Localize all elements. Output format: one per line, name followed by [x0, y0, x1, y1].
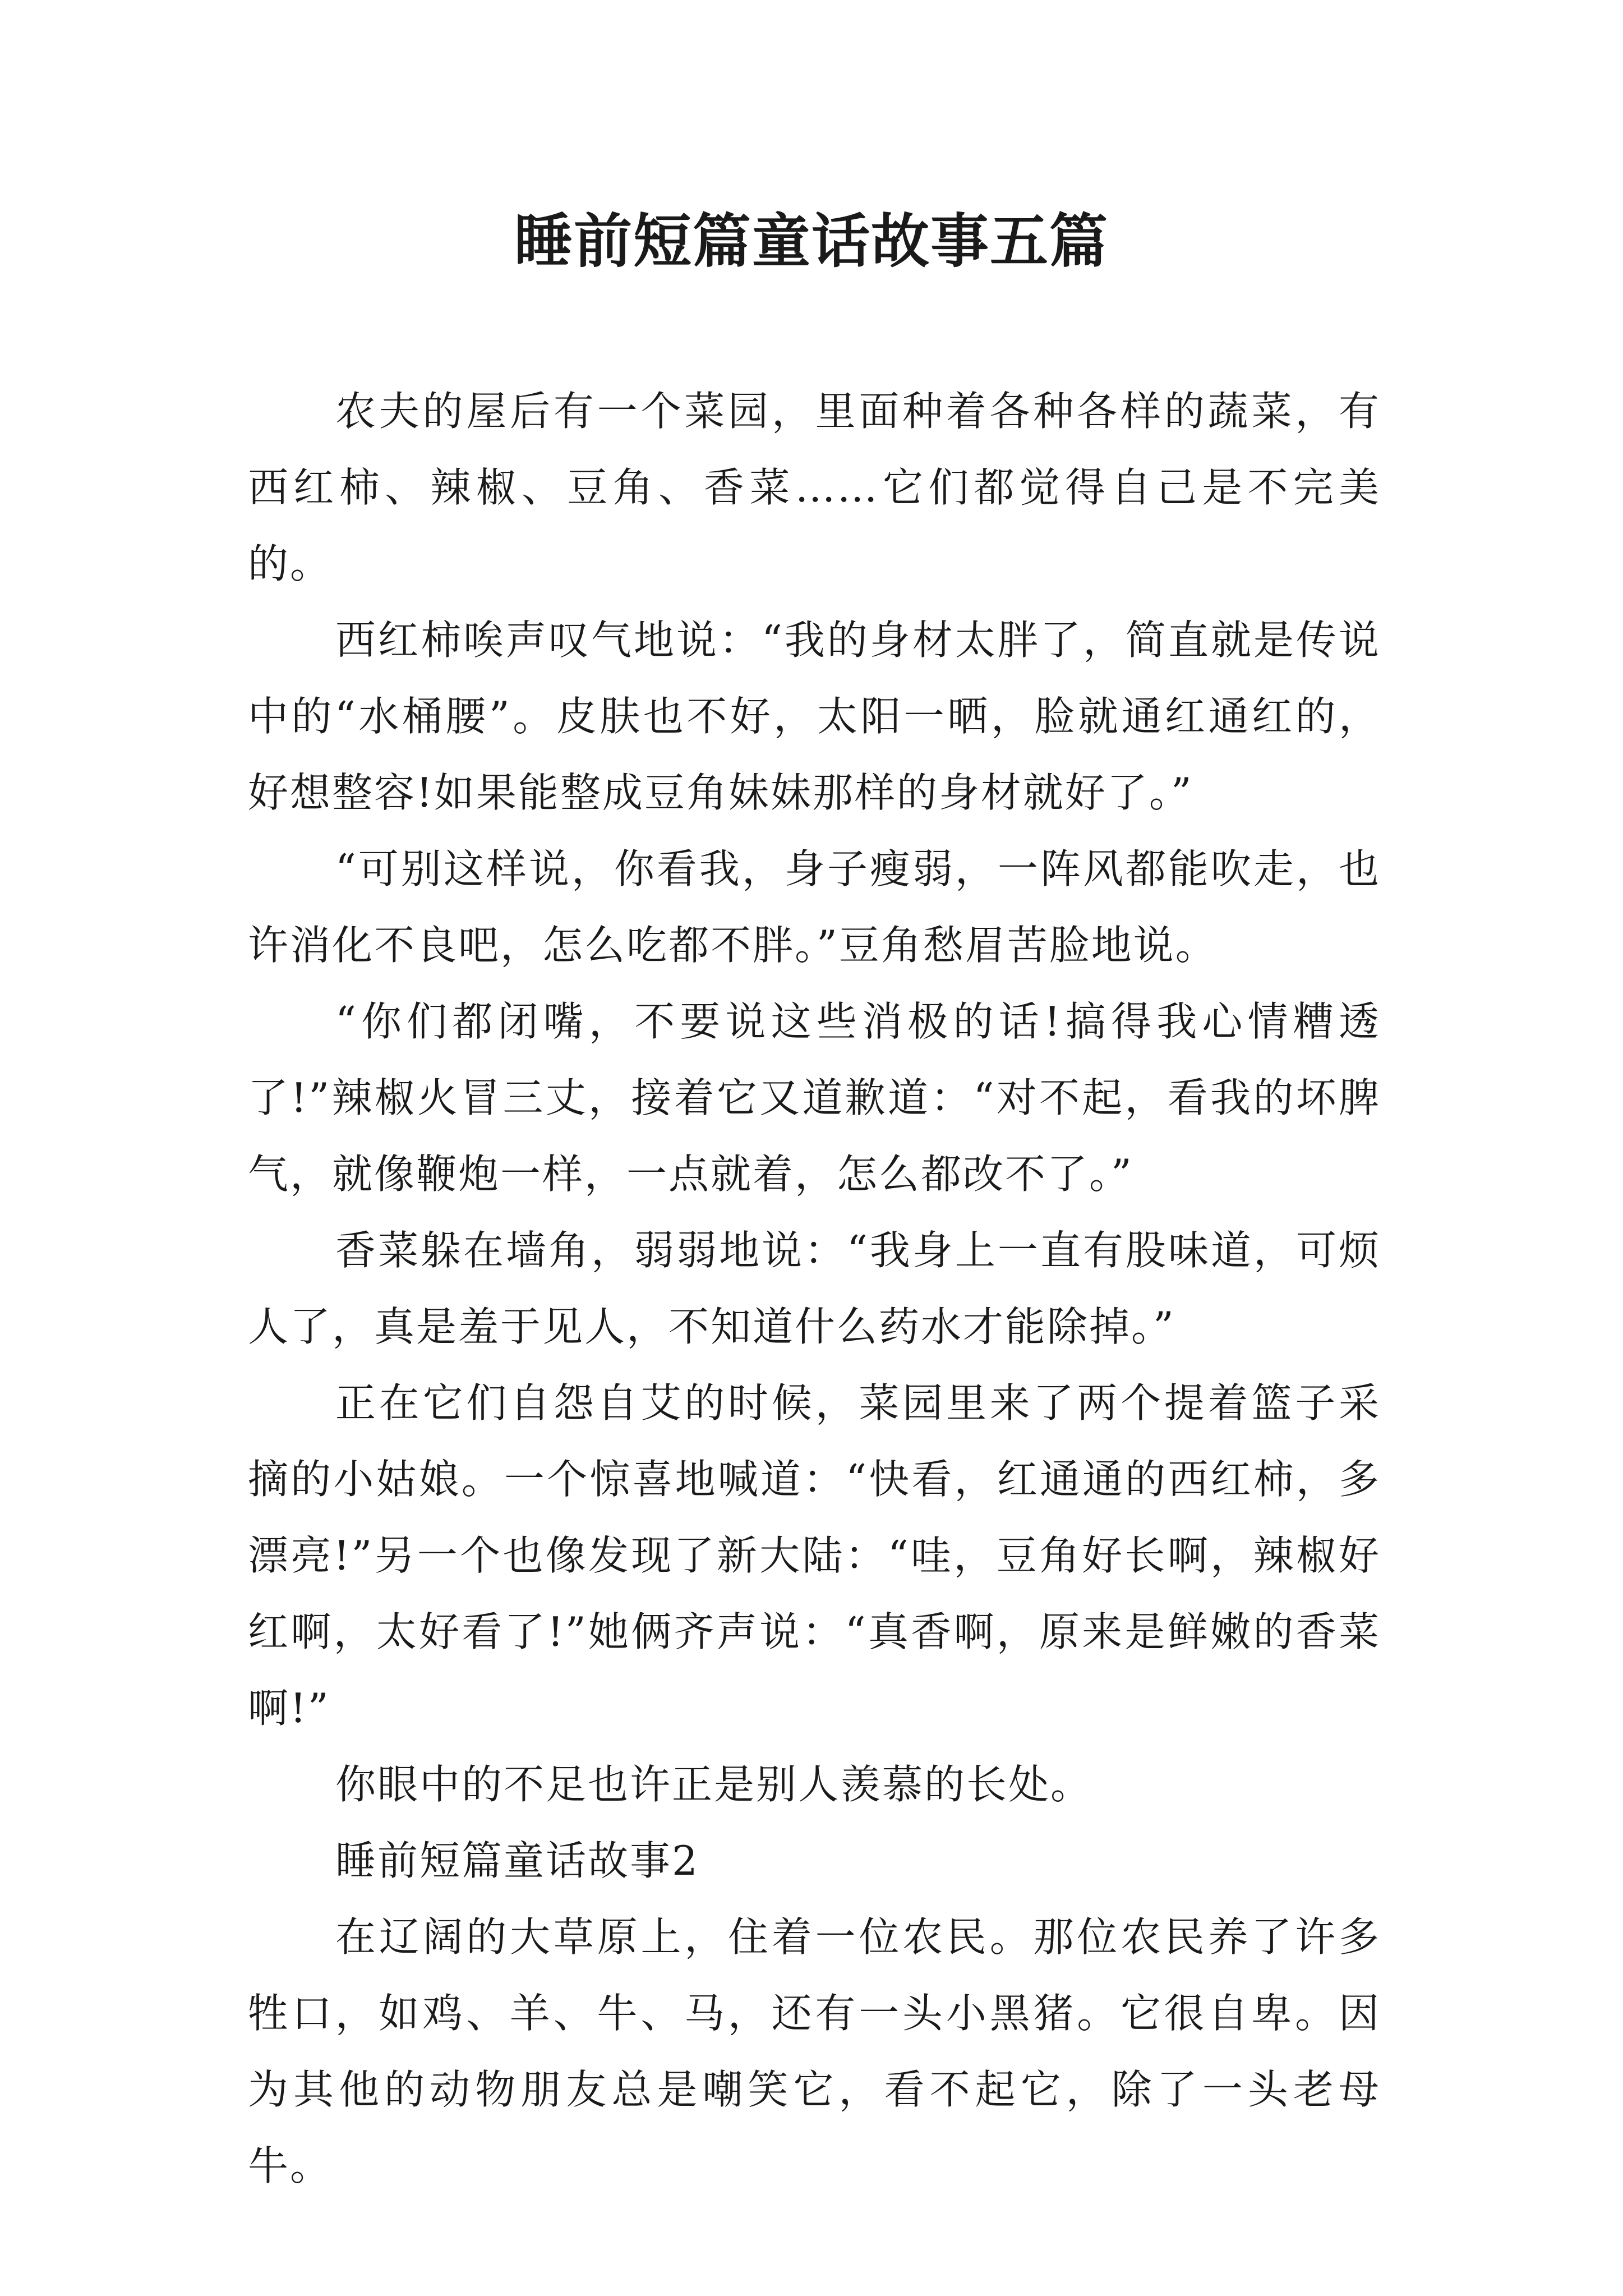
paragraph: 在辽阔的大草原上，住着一位农民。那位农民养了许多牲口，如鸡、羊、牛、马，还有一头小黑猪。它很自卑。因为其他的动物朋友总是嘲笑它，看不起它，除了一头老母牛。: [248, 1913, 1381, 2189]
section-heading: 睡前短篇童话故事2: [335, 1837, 699, 1884]
paragraph: 香菜躲在墙角，弱弱地说：“我身上一直有股味道，可烦人了，真是羞于见人，不知道什么药水才能除掉。”: [248, 1227, 1381, 1350]
paragraph: “可别这样说，你看我，身子瘦弱，一阵风都能吹走，也许消化不良吧，怎么吃都不胖。”豆角愁眉苦脸地说。: [248, 845, 1381, 969]
document-body: [248, 373, 1381, 2204]
paragraph: “你们都闭嘴，不要说这些消极的话!搞得我心情糟透了!”辣椒火冒三丈，接着它又道歉道：“对不起，看我的坏脾气，就像鞭炮一样，一点就着，怎么都改不了。”: [248, 998, 1381, 1198]
document-title: 睡前短篇童话故事五篇: [514, 206, 1109, 275]
paragraph: 西红柿唉声叹气地说：“我的身材太胖了，简直就是传说中的“水桶腰”。皮肤也不好，太阳一晒，脸就通红通红的，好想整容!如果能整成豆角妹妹那样的身材就好了。”: [248, 616, 1381, 816]
paragraph: 你眼中的不足也许正是别人羡慕的长处。: [335, 1761, 1093, 1808]
paragraph: 正在它们自怨自艾的时候，菜园里来了两个提着篮子采摘的小姑娘。一个惊喜地喊道：“快看，红通通的西红柿，多漂亮!”另一个也像发现了新大陆：“哇，豆角好长啊，辣椒好红啊，太好看了!”她俩齐声说：“真香啊，原来是鲜嫩的香菜啊!”: [248, 1379, 1381, 1732]
paragraph: 农夫的屋后有一个菜园，里面种着各种各样的蔬菜，有西红柿、辣椒、豆角、香菜……它们都觉得自己是不完美的。: [248, 388, 1381, 587]
